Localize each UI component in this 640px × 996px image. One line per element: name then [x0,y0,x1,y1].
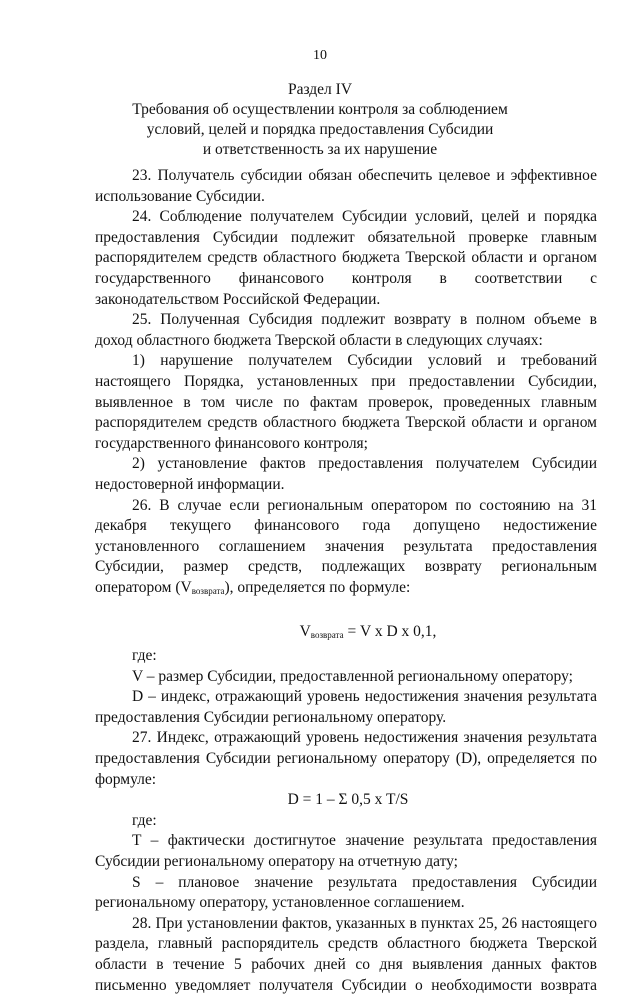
formula-1-lhs: V [299,623,311,641]
where-label: где: [132,647,157,665]
paragraph-26 [95,496,597,602]
formula-1-subscript: возврата [310,630,344,641]
section-title-line: и ответственность за их нарушение [202,141,438,158]
formula-v-return [95,622,597,646]
paragraph-25: 25. Полученная Субсидия подлежит возврату в полном объеме в доход областного бюджета Тверской области в следующих случаях: [95,311,597,349]
formula-d-index: D = 1 – Σ 0,5 x T/S [287,791,409,809]
formula-1-rhs: = V x D x 0,1, [343,623,437,641]
section-title-line: условий, целей и порядка предоставления Субсидии [146,121,494,138]
definition-v: V – размер Субсидии, предоставленной региональному оператору; [132,667,573,685]
paragraph-24: 24. Соблюдение получателем Субсидии условий, целей и порядка предоставления Субсидии подлежит обязательной проверке главным распорядителем средств областного бюджета Тверской области и органом государственного финансового контроля в соответствии с законодательством Российской Федерации. [95,208,597,308]
paragraph-26-text: 26. В случае если региональным оператором по состоянию на 31 декабря текущего финансового года допущено недостижение установленного соглашением значения результата предоставления Субсидии, размер средств, подлежащих возврату региональным оператором (V [95,496,597,596]
paragraph-23: 23. Получатель субсидии обязан обеспечить целевое и эффективное использование Субсидии. [95,167,597,205]
paragraph-25-item-1: 1) нарушение получателем Субсидии условий и требований настоящего Порядка, установленных при предоставлении Субсидии, выявленное в том числе по фактам проверок, проведенных главным распорядителем средств областного бюджета Тверской области и органом государственного финансового контроля; [95,352,597,452]
section-label: Раздел IV [287,81,353,98]
definition-d: D – индекс, отражающий уровень недостижения значения результата предоставления Субсидии региональному оператору. [95,688,597,726]
document-body [95,166,597,996]
page-number: 10 [313,48,327,63]
section-title-line: Требования об осуществлении контроля за соблюдением [132,101,508,118]
definition-t: T – фактически достигнутое значение результата предоставления Субсидии региональному оператору на отчетную дату; [95,832,597,870]
paragraph-25-item-2: 2) установление фактов предоставления получателем Субсидии недостоверной информации. [95,455,597,493]
paragraph-27: 27. Индекс, отражающий уровень недостижения значения результата предоставления Субсидии региональному оператору (D), определяется по формуле: [95,729,597,788]
definition-s: S – плановое значение результата предоставления Субсидии региональному оператору, установленное соглашением. [95,873,597,912]
paragraph-26-subscript: возврата [191,585,225,596]
section-heading [0,80,640,160]
where-label-2: где: [132,811,157,829]
paragraph-28: 28. При установлении фактов, указанных в пунктах 25, 26 настоящего раздела, главный распорядитель средств областного бюджета Тверской области в течение 5 рабочих дней со дня выявления данных фактов письменно уведомляет получателя Субсидии о необходимости возврата [95,914,597,994]
paragraph-26-tail: ), определяется по формуле: [224,578,411,596]
